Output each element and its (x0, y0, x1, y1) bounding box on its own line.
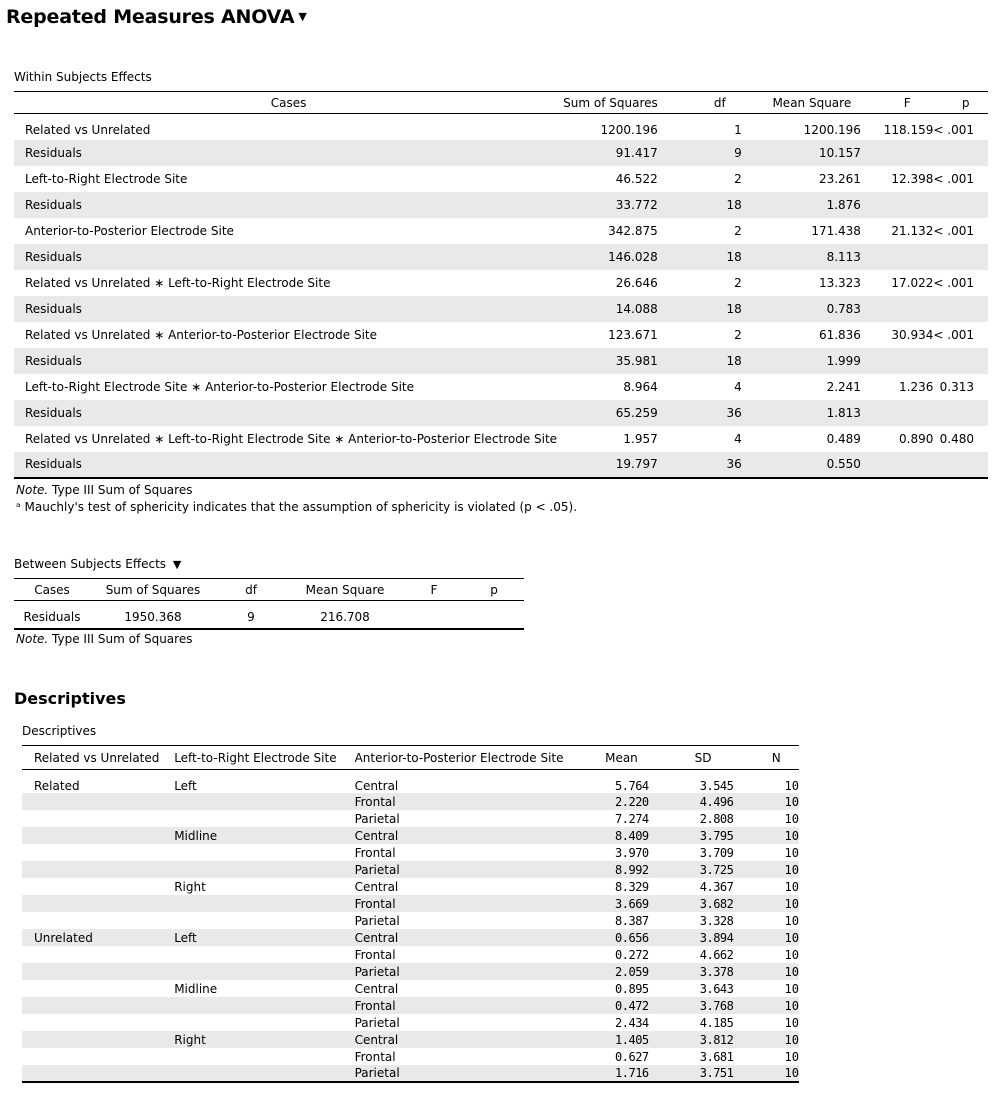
cell-related-vs-unrelated (22, 912, 174, 929)
cell-case: Residuals (25, 457, 82, 471)
col-header-sd: SD (694, 750, 712, 765)
cell-mean-square: 61.836 (818, 327, 861, 342)
cell-sd: 3.643 (699, 981, 734, 996)
table-row (22, 946, 799, 963)
cell-related-vs-unrelated (22, 1031, 174, 1048)
cell-sum-of-squares: 1.957 (623, 431, 658, 446)
cell-anterior-to-posterior: Frontal (354, 947, 396, 962)
cell-mean: 0.472 (615, 998, 649, 1013)
cell-sd: 3.545 (699, 779, 734, 793)
cell-anterior-to-posterior: Parietal (354, 1066, 400, 1080)
cell-sum-of-squares: 33.772 (615, 197, 658, 212)
cell-p (933, 348, 988, 374)
analysis-title-text: Repeated Measures ANOVA (6, 6, 295, 28)
cell-related-vs-unrelated (22, 997, 174, 1014)
note-text: Type III Sum of Squares (48, 632, 193, 646)
table-row (22, 878, 799, 895)
table-row (14, 140, 988, 166)
cell-sum-of-squares: 35.981 (615, 353, 658, 368)
cell-sd: 3.812 (699, 1032, 734, 1047)
cell-related-vs-unrelated (22, 980, 174, 997)
cell-case: Residuals (25, 249, 82, 264)
cell-f (861, 296, 933, 322)
cell-n: 10 (784, 913, 799, 928)
cell-related-vs-unrelated (22, 827, 174, 844)
cell-df: 9 (734, 145, 742, 160)
cell-n: 10 (784, 1015, 799, 1030)
table-row (14, 270, 988, 296)
col-header-mean: Mean (605, 750, 638, 765)
cell-p (933, 140, 988, 166)
col-header-cases: Cases (270, 95, 307, 110)
footnote-text: Mauchly's test of sphericity indicates that the assumption of sphericity is violated (p < .05). (20, 500, 578, 514)
cell-n: 10 (784, 1032, 799, 1047)
cell-anterior-to-posterior: Frontal (354, 1049, 396, 1064)
table-row (14, 400, 988, 426)
cell-p: < .001 (933, 122, 974, 137)
note-text: Type III Sum of Squares (48, 483, 193, 497)
cell-n: 10 (784, 981, 799, 996)
cell-sum-of-squares: 146.028 (608, 249, 658, 264)
table-header-row (14, 579, 524, 601)
cell-case: Related vs Unrelated ∗ Anterior-to-Posterior Electrode Site (25, 327, 377, 342)
col-header-f: F (430, 582, 438, 597)
cell-mean-square: 13.323 (818, 275, 861, 290)
cell-sum-of-squares: 8.964 (623, 379, 658, 394)
cell-related-vs-unrelated (22, 844, 174, 861)
cell-mean-square: 23.261 (818, 171, 861, 186)
cell-case: Related vs Unrelated ∗ Left-to-Right Electrode Site ∗ Anterior-to-Posterior Electrode Site (25, 431, 558, 446)
cell-case: Residuals (25, 301, 82, 316)
cell-n: 10 (784, 828, 799, 843)
cell-df: 2 (734, 275, 742, 290)
table-row (14, 192, 988, 218)
cell-sd: 3.709 (699, 845, 734, 860)
cell-anterior-to-posterior: Parietal (354, 1015, 400, 1030)
table-row (22, 963, 799, 980)
cell-n: 10 (784, 845, 799, 860)
cell-case: Residuals (25, 197, 82, 212)
cell-anterior-to-posterior: Frontal (354, 794, 396, 809)
cell-mean: 0.895 (615, 981, 649, 996)
cell-mean-square: 1.876 (826, 197, 861, 212)
analysis-title[interactable] (6, 6, 307, 28)
col-header-df: df (245, 582, 257, 597)
col-header-sum-of-squares: Sum of Squares (563, 95, 658, 110)
cell-df: 2 (734, 171, 742, 186)
cell-mean: 8.387 (615, 913, 649, 928)
cell-left-to-right (174, 1048, 354, 1065)
table-row (14, 374, 988, 400)
cell-related-vs-unrelated: Unrelated (34, 930, 93, 945)
cell-sd: 3.725 (699, 862, 734, 877)
cell-p (933, 400, 988, 426)
cell-left-to-right (174, 861, 354, 878)
cell-case: Left-to-Right Electrode Site ∗ Anterior-to-Posterior Electrode Site (25, 379, 414, 394)
cell-anterior-to-posterior: Central (354, 828, 399, 843)
cell-sd: 4.496 (699, 794, 734, 809)
col-header-mean-square: Mean Square (305, 582, 385, 597)
cell-related-vs-unrelated (22, 1048, 174, 1065)
dropdown-caret-icon[interactable]: ▼ (298, 10, 307, 23)
table-row (22, 912, 799, 929)
cell-left-to-right (174, 810, 354, 827)
footnote-marker: ᵃ (16, 500, 21, 514)
cell-anterior-to-posterior: Central (354, 981, 399, 996)
table-row (22, 1048, 799, 1065)
table-row (22, 793, 799, 810)
cell-sd: 3.682 (699, 896, 734, 911)
cell-mean: 2.434 (615, 1015, 649, 1030)
cell-anterior-to-posterior: Frontal (354, 896, 396, 911)
cell-left-to-right: Right (174, 879, 206, 894)
cell-f (861, 452, 933, 478)
table-row (22, 770, 799, 794)
col-header-n: N (771, 750, 781, 765)
table-row (22, 827, 799, 844)
cell-df: 36 (726, 405, 742, 420)
table-row (22, 980, 799, 997)
descriptives-section-title: Descriptives (14, 689, 126, 708)
cell-mean: 0.272 (615, 947, 649, 962)
col-header-related-vs-unrelated: Related vs Unrelated (34, 750, 160, 765)
cell-p: < .001 (933, 223, 974, 238)
cell-df: 18 (726, 301, 742, 316)
cell-left-to-right (174, 997, 354, 1014)
sphericity-footnote (16, 500, 577, 514)
col-header-f: F (903, 95, 911, 110)
cell-sd: 3.328 (699, 913, 734, 928)
cell-anterior-to-posterior: Parietal (354, 811, 400, 826)
cell-mean-square: 1200.196 (803, 122, 861, 137)
cell-df: 4 (734, 379, 742, 394)
cell-mean-square: 10.157 (818, 145, 861, 160)
cell-sum-of-squares: 65.259 (615, 405, 658, 420)
col-header-cases: Cases (34, 582, 70, 597)
table-row (22, 997, 799, 1014)
cell-p: < .001 (933, 327, 974, 342)
between-subjects-note (16, 632, 192, 646)
cell-n: 10 (784, 930, 799, 945)
cell-sd: 4.367 (699, 879, 734, 894)
cell-left-to-right: Left (174, 930, 197, 945)
cell-n: 10 (784, 811, 799, 826)
cell-p (464, 601, 524, 629)
cell-n: 10 (784, 1049, 799, 1064)
table-row (22, 1031, 799, 1048)
between-subjects-caption[interactable] (14, 557, 181, 571)
cell-left-to-right (174, 1014, 354, 1031)
cell-left-to-right (174, 963, 354, 980)
table-header-row (22, 746, 799, 770)
col-header-sum-of-squares: Sum of Squares (105, 582, 201, 597)
cell-anterior-to-posterior: Frontal (354, 845, 396, 860)
cell-left-to-right (174, 1065, 354, 1082)
cell-df: 18 (726, 197, 742, 212)
cell-p: < .001 (933, 275, 974, 290)
table-row (22, 844, 799, 861)
table-row (22, 895, 799, 912)
cell-sum-of-squares: 1200.196 (600, 122, 658, 137)
cell-mean-square: 8.113 (826, 249, 861, 264)
cell-f (861, 348, 933, 374)
within-subjects-caption: Within Subjects Effects (14, 70, 152, 84)
cell-df: 2 (734, 223, 742, 238)
cell-mean: 1.716 (615, 1066, 649, 1080)
table-row (14, 114, 988, 140)
cell-mean: 3.669 (615, 896, 649, 911)
cell-f: 0.890 (899, 431, 934, 446)
cell-related-vs-unrelated (22, 963, 174, 980)
cell-n: 10 (784, 998, 799, 1013)
cell-related-vs-unrelated (22, 895, 174, 912)
table-row (22, 929, 799, 946)
cell-left-to-right (174, 912, 354, 929)
table-row (22, 1014, 799, 1031)
cell-df: 18 (726, 353, 742, 368)
cell-anterior-to-posterior: Parietal (354, 964, 400, 979)
table-row (14, 348, 988, 374)
cell-left-to-right (174, 895, 354, 912)
cell-f (861, 192, 933, 218)
table-row (14, 426, 988, 452)
cell-n: 10 (784, 779, 799, 793)
cell-sum-of-squares: 1950.368 (124, 610, 182, 625)
cell-f: 30.934 (891, 327, 934, 342)
cell-anterior-to-posterior: Parietal (354, 913, 400, 928)
cell-n: 10 (784, 794, 799, 809)
cell-anterior-to-posterior: Central (354, 879, 399, 894)
cell-p: < .001 (933, 171, 974, 186)
col-header-mean-square: Mean Square (772, 95, 852, 110)
cell-sd: 2.808 (699, 811, 734, 826)
cell-p: 0.480 (939, 431, 974, 446)
note-label: Note. (16, 483, 49, 497)
cell-mean-square: 1.999 (826, 353, 861, 368)
within-subjects-table (14, 91, 988, 479)
cell-mean: 8.409 (615, 828, 649, 843)
cell-case: Related vs Unrelated (25, 122, 151, 137)
cell-sd: 3.768 (699, 998, 734, 1013)
cell-mean-square: 1.813 (826, 405, 861, 420)
cell-f: 118.159 (883, 122, 934, 137)
cell-sum-of-squares: 14.088 (615, 301, 658, 316)
cell-mean-square: 0.489 (826, 431, 861, 446)
col-header-p: p (490, 582, 498, 597)
cell-mean: 3.970 (615, 845, 649, 860)
cell-related-vs-unrelated (22, 1065, 174, 1082)
cell-sum-of-squares: 91.417 (615, 145, 658, 160)
cell-f: 12.398 (891, 171, 934, 186)
cell-n: 10 (784, 879, 799, 894)
cell-sd: 4.662 (699, 947, 734, 962)
cell-sum-of-squares: 46.522 (615, 171, 658, 186)
cell-df: 4 (734, 431, 742, 446)
cell-mean-square: 171.438 (811, 223, 861, 238)
within-subjects-note (16, 483, 192, 497)
cell-n: 10 (784, 964, 799, 979)
cell-related-vs-unrelated (22, 810, 174, 827)
table-row (14, 452, 988, 478)
cell-left-to-right: Midline (174, 981, 218, 996)
cell-related-vs-unrelated (22, 861, 174, 878)
cell-f (861, 400, 933, 426)
cell-sd: 3.795 (699, 828, 734, 843)
cell-mean: 1.405 (615, 1032, 649, 1047)
cell-anterior-to-posterior: Parietal (354, 862, 400, 877)
cell-f: 17.022 (891, 275, 934, 290)
cell-p (933, 192, 988, 218)
cell-anterior-to-posterior: Central (354, 930, 399, 945)
cell-case: Residuals (23, 610, 81, 625)
cell-p (933, 296, 988, 322)
cell-df: 1 (734, 122, 742, 137)
cell-anterior-to-posterior: Frontal (354, 998, 396, 1013)
cell-f: 21.132 (891, 223, 934, 238)
cell-anterior-to-posterior: Central (354, 1032, 399, 1047)
table-row (14, 218, 988, 244)
cell-mean: 2.220 (615, 794, 649, 809)
cell-mean: 5.764 (615, 779, 649, 793)
cell-left-to-right (174, 946, 354, 963)
table-row (14, 244, 988, 270)
table-row (14, 166, 988, 192)
cell-sum-of-squares: 342.875 (608, 223, 658, 238)
table-header-row (14, 92, 988, 114)
cell-left-to-right: Right (174, 1032, 206, 1047)
note-label: Note. (16, 632, 49, 646)
cell-related-vs-unrelated (22, 793, 174, 810)
cell-p (933, 452, 988, 478)
cell-sd: 3.894 (699, 930, 734, 945)
cell-f: 1.236 (899, 379, 934, 394)
table-row (22, 810, 799, 827)
col-header-p: p (961, 95, 970, 110)
cell-f (861, 140, 933, 166)
cell-mean: 2.059 (615, 964, 649, 979)
cell-left-to-right: Left (174, 779, 197, 793)
cell-case: Residuals (25, 353, 82, 368)
cell-mean: 8.329 (615, 879, 649, 894)
cell-sd: 4.185 (699, 1015, 734, 1030)
cell-df: 36 (726, 457, 742, 471)
cell-sum-of-squares: 123.671 (608, 327, 658, 342)
cell-mean: 0.627 (615, 1049, 649, 1064)
table-row (14, 601, 524, 629)
cell-n: 10 (784, 947, 799, 962)
cell-f (404, 601, 464, 629)
table-row (22, 861, 799, 878)
cell-sum-of-squares: 19.797 (615, 457, 658, 471)
cell-case: Anterior-to-Posterior Electrode Site (25, 223, 234, 238)
col-header-left-to-right: Left-to-Right Electrode Site (174, 750, 337, 765)
table-row (14, 322, 988, 348)
between-subjects-table (14, 578, 524, 630)
col-header-df: df (713, 95, 726, 110)
cell-case: Residuals (25, 405, 82, 420)
cell-related-vs-unrelated: Related (34, 779, 80, 793)
cell-df: 2 (734, 327, 742, 342)
cell-sd: 3.378 (699, 964, 734, 979)
cell-mean-square: 2.241 (826, 379, 861, 394)
table-row (14, 296, 988, 322)
cell-left-to-right (174, 844, 354, 861)
cell-mean-square: 216.708 (320, 610, 370, 625)
cell-anterior-to-posterior: Central (354, 779, 399, 793)
cell-mean: 0.656 (615, 930, 649, 945)
cell-sd: 3.751 (699, 1066, 734, 1080)
cell-related-vs-unrelated (22, 1014, 174, 1031)
cell-sum-of-squares: 26.646 (615, 275, 658, 290)
cell-n: 10 (784, 862, 799, 877)
cell-case: Residuals (25, 145, 82, 160)
table-row (22, 1065, 799, 1082)
cell-related-vs-unrelated (22, 946, 174, 963)
cell-case: Left-to-Right Electrode Site (25, 171, 188, 186)
cell-sd: 3.681 (699, 1049, 734, 1064)
cell-related-vs-unrelated (22, 878, 174, 895)
descriptives-caption: Descriptives (22, 724, 97, 738)
cell-mean: 8.992 (615, 862, 649, 877)
cell-mean-square: 0.783 (826, 301, 861, 316)
cell-df: 18 (726, 249, 742, 264)
cell-p: 0.313 (939, 379, 974, 394)
cell-n: 10 (784, 1066, 799, 1080)
cell-left-to-right: Midline (174, 828, 218, 843)
dropdown-caret-icon[interactable]: ▼ (172, 558, 182, 571)
col-header-anterior-to-posterior: Anterior-to-Posterior Electrode Site (354, 750, 564, 765)
cell-left-to-right (174, 793, 354, 810)
cell-f (861, 244, 933, 270)
cell-df: 9 (247, 610, 255, 625)
cell-n: 10 (784, 896, 799, 911)
descriptives-table (22, 745, 799, 1083)
cell-mean: 7.274 (615, 811, 649, 826)
cell-case: Related vs Unrelated ∗ Left-to-Right Electrode Site (25, 275, 331, 290)
cell-p (933, 244, 988, 270)
cell-mean-square: 0.550 (826, 457, 861, 471)
between-subjects-caption-text: Between Subjects Effects (14, 557, 167, 571)
